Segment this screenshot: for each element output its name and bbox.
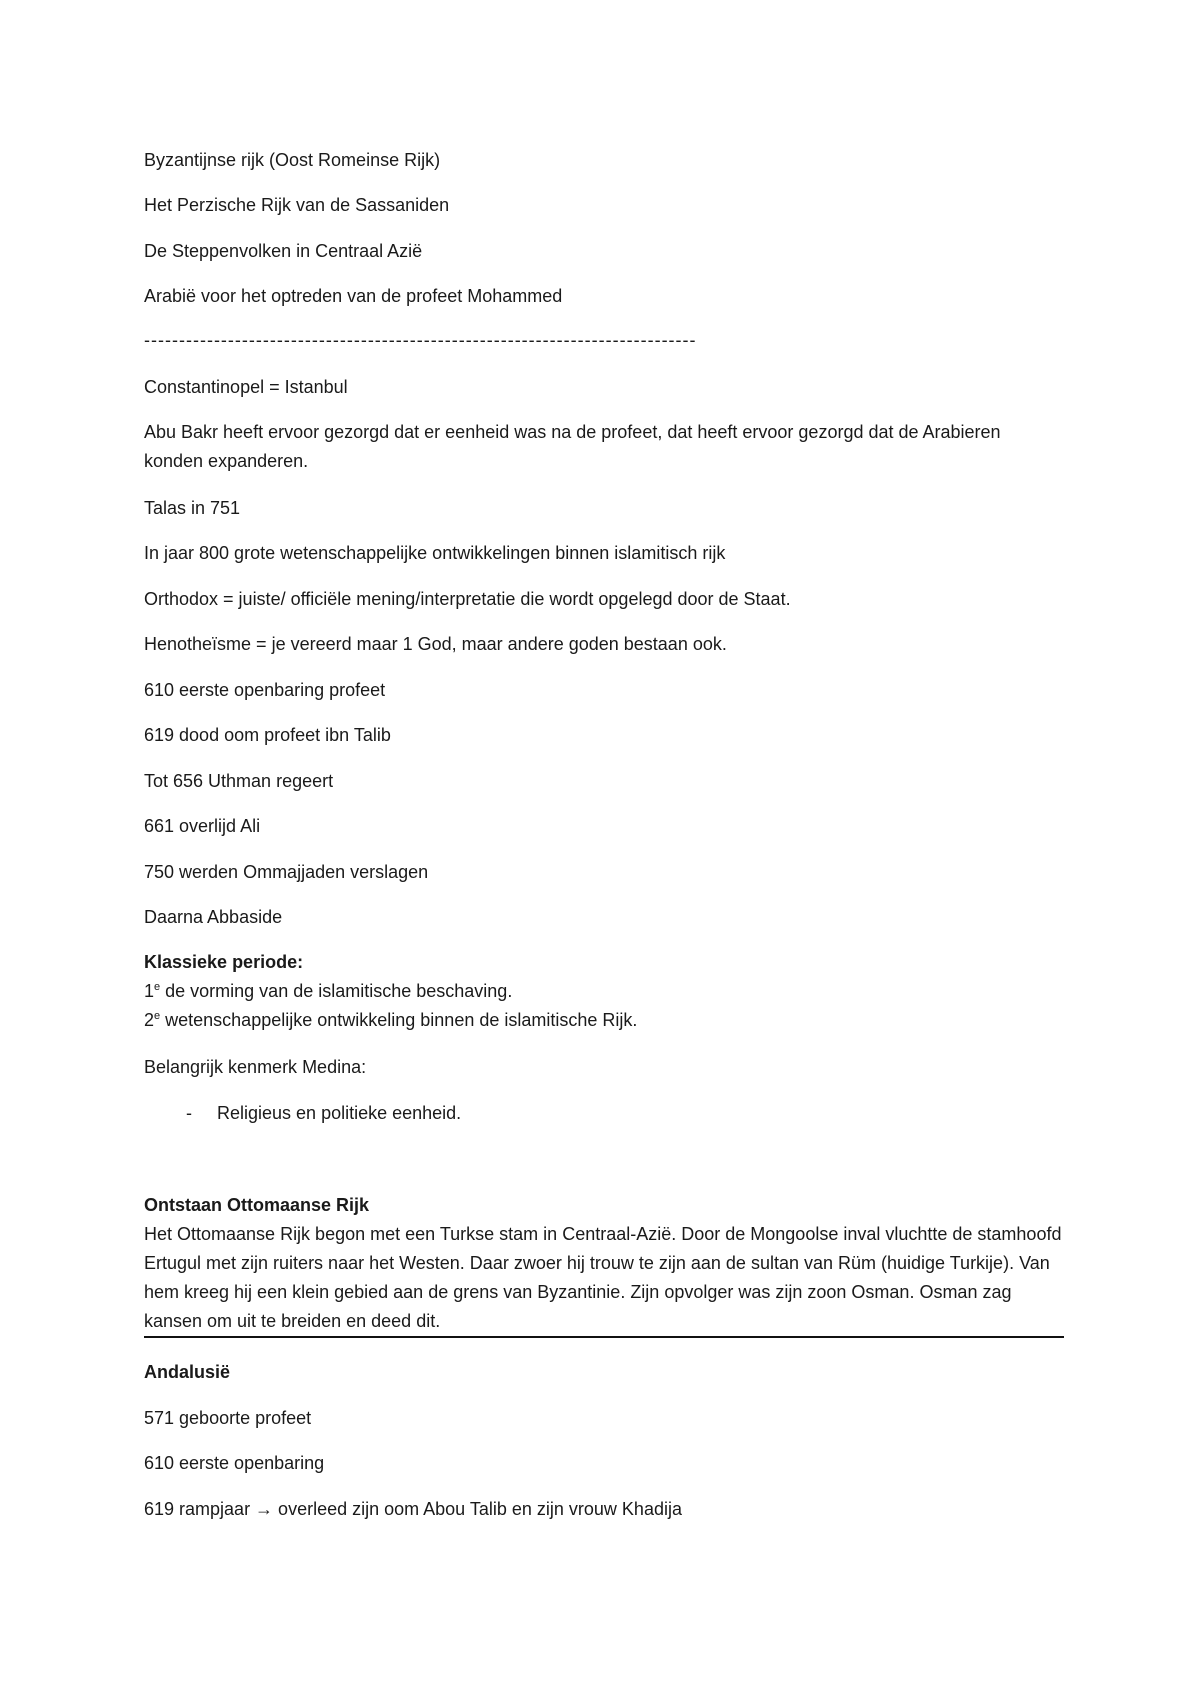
medina-bullet-text: Religieus en politieke eenheid. (217, 1103, 462, 1123)
klassiek-item-2-sup: e (154, 1010, 161, 1022)
intro-line-byzantijnse: Byzantijnse rijk (Oost Romeinse Rijk) (144, 150, 441, 170)
klassiek-item-2 (144, 1006, 637, 1035)
klassiek-item-1 (144, 977, 512, 1006)
section-divider (144, 1336, 1064, 1338)
separator-line: ------------------------------------------------------------------------------- (144, 330, 697, 350)
andalusie-571: 571 geboorte profeet (144, 1408, 312, 1428)
klassiek-item-1-num: 1 (144, 981, 155, 1001)
note-656: Tot 656 Uthman regeert (144, 771, 334, 791)
klassiek-item-2-num: 2 (144, 1010, 155, 1030)
klassiek-heading: Klassieke periode: (144, 952, 304, 972)
note-abu-bakr: Abu Bakr heeft ervoor gezorgd dat er eenheid was na de profeet, dat heeft ervoor gezorgd dat de Arabieren konden expanderen. (144, 422, 1001, 471)
note-constantinopel: Constantinopel = Istanbul (144, 377, 348, 397)
note-jaar-800: In jaar 800 grote wetenschappelijke ontwikkelingen binnen islamitisch rijk (144, 543, 726, 563)
andalusie-heading: Andalusië (144, 1362, 231, 1382)
note-orthodox: Orthodox = juiste/ officiële mening/interpretatie die wordt opgelegd door de Staat. (144, 589, 791, 609)
klassiek-item-2-text: wetenschappelijke ontwikkeling binnen de islamitische Rijk. (160, 1010, 638, 1030)
intro-line-steppenvolken: De Steppenvolken in Centraal Azië (144, 241, 423, 261)
note-750: 750 werden Ommajjaden verslagen (144, 862, 429, 882)
klassiek-item-1-sup: e (154, 981, 161, 993)
klassiek-item-1-text: de vorming van de islamitische beschaving. (160, 981, 513, 1001)
note-619: 619 dood oom profeet ibn Talib (144, 725, 391, 745)
note-henotheisme: Henotheïsme = je vereerd maar 1 God, maar andere goden bestaan ook. (144, 634, 727, 654)
note-abbaside: Daarna Abbaside (144, 907, 283, 927)
ottoman-heading: Ontstaan Ottomaanse Rijk (144, 1195, 370, 1215)
bullet-dash: - (186, 1103, 192, 1123)
note-661: 661 overlijd Ali (144, 816, 261, 836)
andalusie-619: 619 rampjaar → overleed zijn oom Abou Talib en zijn vrouw Khadija (144, 1499, 682, 1519)
andalusie-610: 610 eerste openbaring (144, 1453, 325, 1473)
medina-label: Belangrijk kenmerk Medina: (144, 1057, 367, 1077)
note-610: 610 eerste openbaring profeet (144, 680, 386, 700)
note-talas: Talas in 751 (144, 498, 241, 518)
intro-line-perzische: Het Perzische Rijk van de Sassaniden (144, 195, 450, 215)
ottoman-body: Het Ottomaanse Rijk begon met een Turkse stam in Centraal-Azië. Door de Mongoolse inval vluchtte de stamhoofd Ertugul met zijn ruiters naar het Westen. Daar zwoer hij trouw te zijn aan de sultan van Rüm (huidige Turkije). Van hem kreeg hij een klein gebied aan de grens van Byzantinie. Zijn opvolger was zijn zoon Osman. Osman zag kansen om uit te breiden en deed dit. (144, 1224, 1062, 1331)
intro-line-arabie: Arabië voor het optreden van de profeet Mohammed (144, 286, 563, 306)
